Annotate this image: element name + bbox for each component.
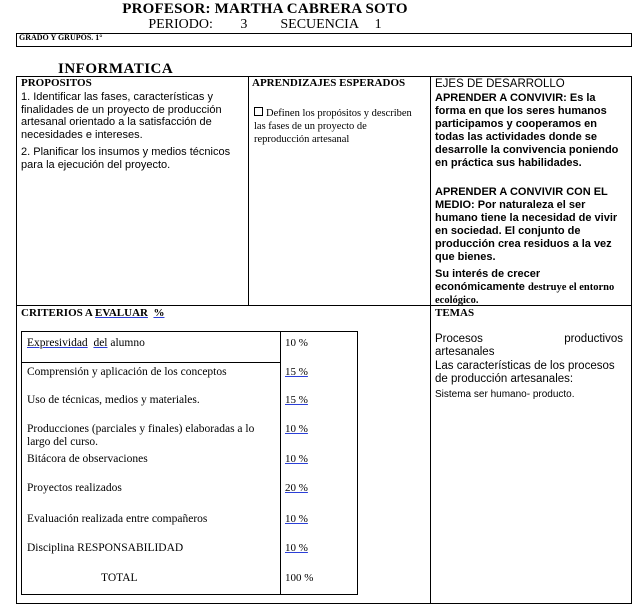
page-title: PROFESOR: MARTHA CABRERA SOTO xyxy=(122,1,408,17)
divider-col-1 xyxy=(248,77,249,305)
propositos-heading: PROPOSITOS xyxy=(21,77,92,89)
criterio-value: 10 % xyxy=(285,513,308,525)
ejes-interes-a: Su interés de crecer económicamente xyxy=(435,268,541,293)
criterio-name: Proyectos realizados xyxy=(27,482,122,494)
temas-item-1a: Procesos xyxy=(435,333,483,345)
aprendizajes-heading: APRENDIZAJES ESPERADOS xyxy=(252,77,406,89)
subject-title: INFORMATICA xyxy=(58,61,174,77)
criterio-name: Producciones (parciales y finales) elaboradas a lo largo del curso. xyxy=(27,423,255,448)
checkbox-icon xyxy=(254,107,263,116)
criterio-name: Comprensión y aplicación de los conceptos xyxy=(27,366,227,378)
criterio-value: 10 % xyxy=(285,453,308,465)
ejes-aprender-convivir: APRENDER A CONVIVIR: Es la forma en que los seres humanos participamos y cooperamos en todas las actividades donde se desarrolle la convivencia poniendo en práctica sus habilidades. xyxy=(435,92,619,169)
criterios-table xyxy=(21,331,358,595)
propositos-item-2: 2. Planificar los insumos y medios técnicos para la ejecución del proyecto. xyxy=(21,146,231,171)
aprendizajes-text xyxy=(254,107,424,146)
criterios-heading-pct: % xyxy=(153,307,165,319)
criterio-name: TOTAL xyxy=(101,572,138,584)
ejes-interes xyxy=(435,268,625,307)
criterio-value: 15 % xyxy=(285,394,308,406)
ejes-interes-b: destruye el entorno ecológico. xyxy=(435,282,615,306)
temas-item-1 xyxy=(435,333,623,359)
criterios-table-divider xyxy=(280,332,281,594)
criterio-name-a: Expresividad xyxy=(27,337,88,349)
criterio-value: 20 % xyxy=(285,482,308,494)
temas-item-1-line xyxy=(435,333,623,346)
secuencia-label: SECUENCIA xyxy=(280,17,359,32)
criterio-name-b: del xyxy=(93,337,108,349)
temas-item-1c: artesanales xyxy=(435,346,495,358)
divider-col-2 xyxy=(430,77,431,603)
criterio-value: 10 % xyxy=(285,423,308,435)
criterio-name: Bitácora de observaciones xyxy=(27,453,148,465)
temas-item-1b: productivos xyxy=(564,333,623,345)
periodo-label: PERIODO: xyxy=(148,17,213,32)
periodo-line xyxy=(0,17,530,33)
criterio-name: Disciplina RESPONSABILIDAD xyxy=(27,542,184,554)
secuencia-value: 1 xyxy=(374,17,382,32)
ejes-heading: EJES DE DESARROLLO xyxy=(435,78,565,90)
criterio-name: Uso de técnicas, medios y materiales. xyxy=(27,394,200,406)
grado-box xyxy=(16,33,632,47)
aprendizajes-text-body: Definen los propósitos y describen las fases de un proyecto de reproducción artesanal xyxy=(254,108,412,145)
criterios-heading-evaluar: EVALUAR xyxy=(94,307,148,319)
temas-item-2: Las características de los procesos de producción artesanales: xyxy=(435,360,615,385)
temas-heading: TEMAS xyxy=(435,307,475,319)
propositos-item-1: 1. Identificar las fases, características y finalidades de un proyecto de producción artesanal orientado a la satisfacción de necesidades e intereses. xyxy=(21,91,222,141)
criterio-value: 15 % xyxy=(285,366,308,378)
criterio-value: 10 % xyxy=(285,542,308,554)
criterio-name xyxy=(27,337,277,350)
criterio-value: 10 % xyxy=(285,337,308,349)
ejes-aprender-convivir-medio: APRENDER A CONVIVIR CON EL MEDIO: Por naturaleza el ser humano tiene la necesidad de vivir en sociedad. El conjunto de producción crea residuos a la vez que bienes. xyxy=(435,186,618,263)
criterio-name-c: alumno xyxy=(110,337,145,349)
periodo-value: 3 xyxy=(240,17,248,32)
criterios-heading xyxy=(21,307,164,319)
criterios-heading-pre: CRITERIOS A xyxy=(21,307,93,319)
criterio-name: Evaluación realizada entre compañeros xyxy=(27,513,208,525)
criterios-row-line xyxy=(22,362,280,363)
criterio-value: 100 % xyxy=(285,572,314,584)
grado-grupos: GRADO Y GRUPOS. 1° xyxy=(19,33,103,42)
temas-item-3: Sistema ser humano- producto. xyxy=(435,389,575,400)
